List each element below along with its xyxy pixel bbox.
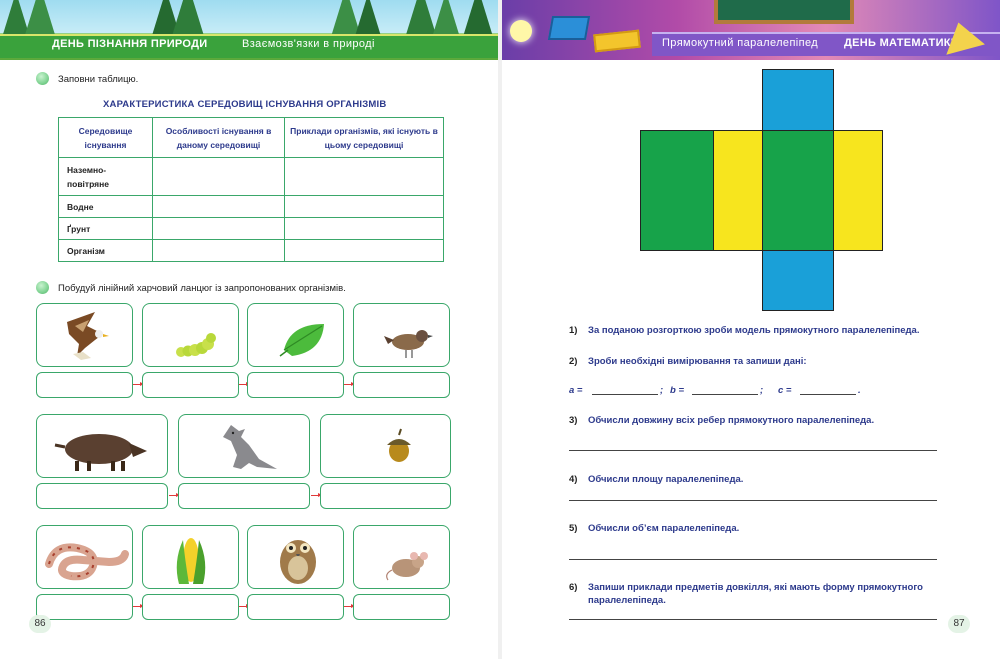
- arrow-right-icon: [133, 606, 142, 607]
- table-row: [59, 158, 444, 196]
- question-number: 3): [569, 415, 578, 426]
- net-face-left: [640, 130, 714, 251]
- task-bullet-icon: [36, 281, 49, 294]
- sticky-notes-icon: [593, 30, 641, 53]
- snake-card: [36, 525, 133, 589]
- boar-card: [36, 414, 168, 478]
- boar-image: [37, 415, 169, 479]
- acorn-image: [321, 415, 452, 479]
- answer-cell[interactable]: [153, 240, 285, 262]
- separator: ;: [760, 385, 764, 396]
- answer-box[interactable]: [247, 594, 344, 620]
- answer-cell[interactable]: [153, 158, 285, 196]
- table-row: [59, 196, 444, 218]
- answer-box[interactable]: [320, 483, 451, 509]
- mouse-image: [354, 526, 451, 590]
- sparrow-image: [354, 304, 451, 368]
- question-text: Запиши приклади предметів довкілля, які мають форму прямокутного: [588, 582, 923, 593]
- acorn-card: [320, 414, 451, 478]
- row-label: Ґрунт: [59, 218, 153, 240]
- section-title: ДЕНЬ ПІЗНАННЯ ПРИРОДИ: [52, 38, 208, 50]
- question-text: Обчисли об’єм паралелепіпеда.: [588, 523, 740, 534]
- dim-b-field[interactable]: [692, 394, 758, 395]
- dim-c-field[interactable]: [800, 394, 856, 395]
- answer-cell[interactable]: [285, 218, 444, 240]
- task2-instruction: Побудуй лінійний харчовий ланцюг із запропонованих організмів.: [58, 283, 346, 294]
- dim-a-label: a =: [569, 385, 583, 396]
- question-number: 4): [569, 474, 578, 485]
- answer-box[interactable]: [36, 372, 133, 398]
- answer-box[interactable]: [36, 483, 168, 509]
- wolf-card: [178, 414, 310, 478]
- net-face-side: [713, 130, 763, 251]
- question-text: паралелепіпеда.: [588, 595, 666, 606]
- net-face-side: [833, 130, 883, 251]
- chalkboard-graphic: [714, 0, 854, 24]
- arrow-right-icon: [169, 495, 178, 496]
- answer-cell[interactable]: [285, 196, 444, 218]
- dim-b-label: b =: [670, 385, 684, 396]
- section-title: ДЕНЬ МАТЕМАТИКИ: [844, 37, 959, 49]
- leaf-card: [247, 303, 344, 367]
- table-row: [59, 240, 444, 262]
- task-bullet-icon: [36, 72, 49, 85]
- answer-cell[interactable]: [285, 240, 444, 262]
- dim-a-field[interactable]: [592, 394, 658, 395]
- snake-image: [37, 526, 134, 590]
- arrow-right-icon: [344, 384, 353, 385]
- table-title: ХАРАКТЕРИСТИКА СЕРЕДОВИЩ ІСНУВАННЯ ОРГАНІЗМІВ: [103, 99, 387, 110]
- owl-image: [248, 526, 345, 590]
- table-header-row: [59, 118, 444, 158]
- row-label: Водне: [59, 196, 153, 218]
- answer-box[interactable]: [142, 594, 239, 620]
- column-header: Середовище існування: [59, 118, 153, 158]
- page-number: 87: [948, 615, 970, 633]
- topic-title: Взаємозв'язки в природі: [242, 38, 375, 50]
- answer-line[interactable]: [569, 619, 937, 620]
- question-text: Обчисли довжину всіх ребер прямокутного паралелепіпеда.: [588, 415, 875, 426]
- question-text: Зроби необхідні вимірювання та запиши дані:: [588, 356, 807, 367]
- question-number: 6): [569, 582, 578, 593]
- mouse-card: [353, 525, 450, 589]
- answer-line[interactable]: [569, 500, 937, 501]
- caterpillar-card: [142, 303, 239, 367]
- arrow-right-icon: [311, 495, 320, 496]
- row-label: Наземно-повітряне: [59, 158, 153, 196]
- question-number: 5): [569, 523, 578, 534]
- wolf-image: [179, 415, 311, 479]
- sparrow-card: [353, 303, 450, 367]
- net-face-bottom: [762, 250, 834, 311]
- tree-graphic: [172, 0, 204, 36]
- end-dot: .: [858, 385, 861, 396]
- dim-c-label: c =: [778, 385, 792, 396]
- owl-card: [247, 525, 344, 589]
- habitats-table: [58, 117, 444, 262]
- answer-cell[interactable]: [285, 158, 444, 196]
- arrow-right-icon: [133, 384, 142, 385]
- answer-line[interactable]: [569, 450, 937, 451]
- answer-box[interactable]: [353, 372, 450, 398]
- task1-instruction: Заповни таблицю.: [58, 74, 139, 85]
- topic-title: Прямокутний паралелепіпед: [662, 37, 819, 49]
- row-label: Організм: [59, 240, 153, 262]
- arrow-right-icon: [344, 606, 353, 607]
- question-text: За поданою розгорткою зроби модель прямокутного паралелепіпеда.: [588, 325, 920, 336]
- birch-leaf-image: [248, 304, 345, 368]
- separator: ;: [660, 385, 664, 396]
- left-page-header: [0, 0, 500, 60]
- table-row: [59, 218, 444, 240]
- hawk-card: [36, 303, 133, 367]
- column-header: Приклади організмів, які існують в цьому середовищі: [285, 118, 444, 158]
- question-number: 2): [569, 356, 578, 367]
- hawk-image: [37, 304, 134, 368]
- page-number: 86: [29, 615, 51, 633]
- page-gutter: [498, 0, 502, 659]
- question-number: 1): [569, 325, 578, 336]
- column-header: Особливості існування в даному середовищі: [153, 118, 285, 158]
- net-face-top: [762, 69, 834, 131]
- answer-line[interactable]: [569, 559, 937, 560]
- corn-card: [142, 525, 239, 589]
- answer-box[interactable]: [36, 594, 133, 620]
- book-icon: [548, 16, 590, 40]
- answer-cell[interactable]: [153, 196, 285, 218]
- caterpillar-image: [143, 304, 240, 368]
- corn-image: [143, 526, 240, 590]
- tree-graphic: [24, 0, 56, 38]
- answer-box[interactable]: [142, 372, 239, 398]
- net-face-front: [762, 130, 834, 251]
- lightbulb-icon: [510, 20, 532, 42]
- answer-box[interactable]: [178, 483, 310, 509]
- answer-cell[interactable]: [153, 218, 285, 240]
- right-page-header: [502, 0, 1000, 60]
- answer-box[interactable]: [353, 594, 450, 620]
- answer-box[interactable]: [247, 372, 344, 398]
- question-text: Обчисли площу паралелепіпеда.: [588, 474, 744, 485]
